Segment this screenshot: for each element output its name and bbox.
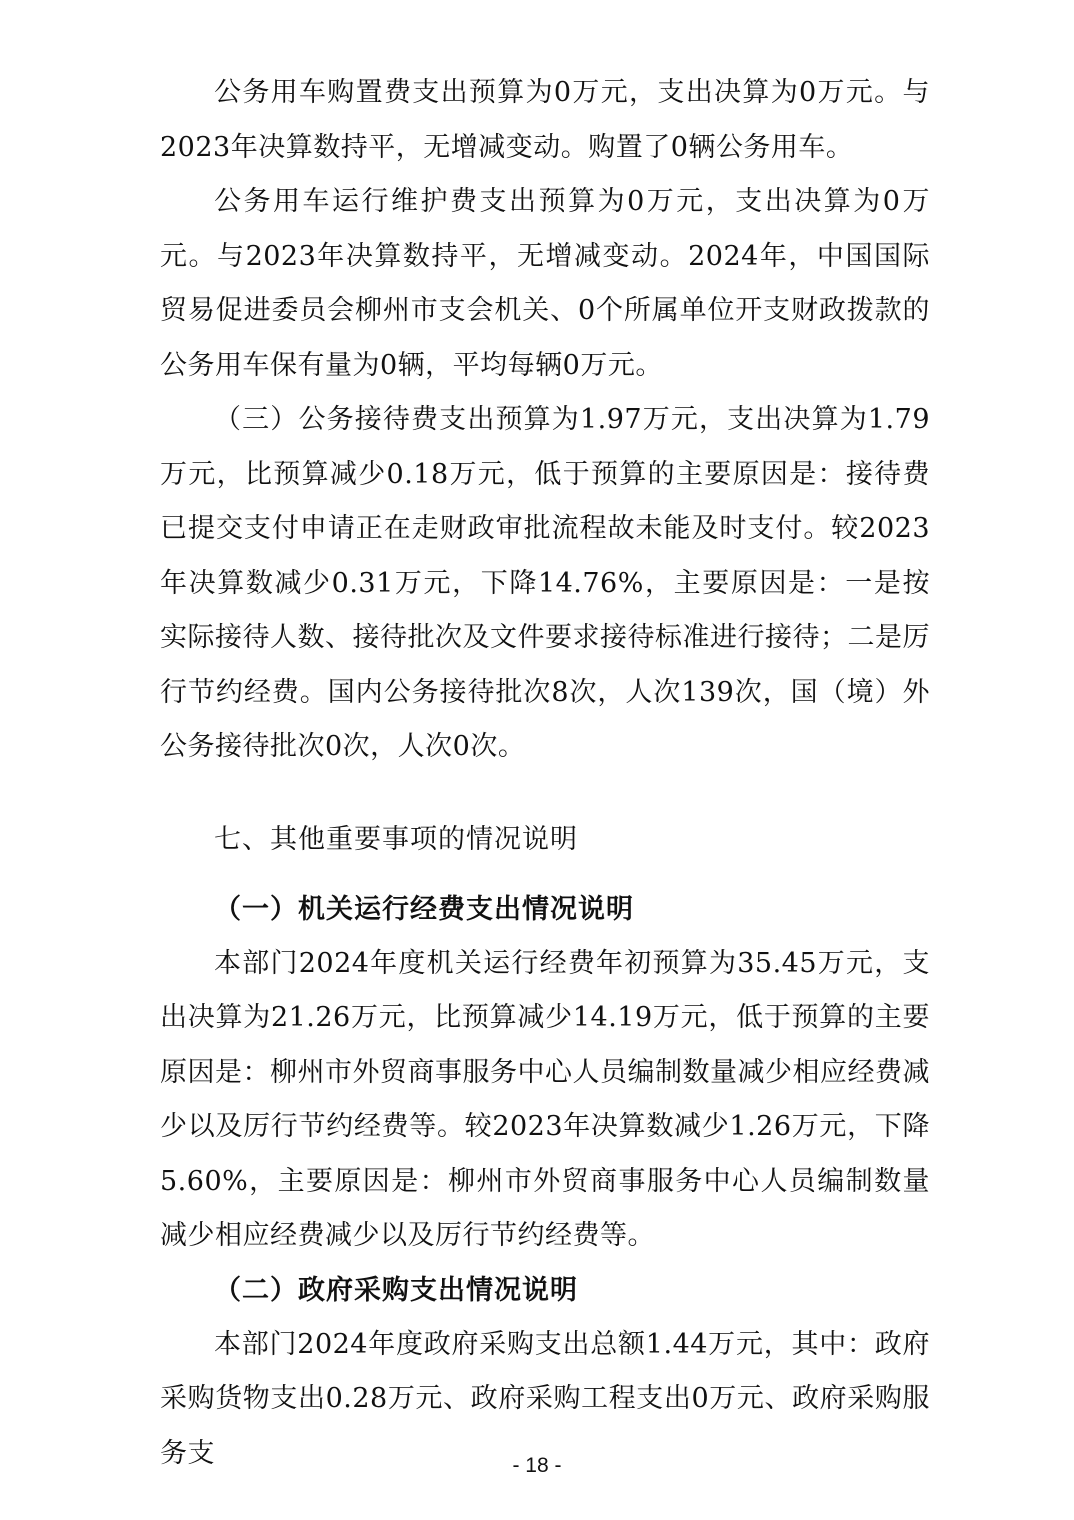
page-number: - 18 -: [512, 1454, 562, 1477]
subsection-title-operating-expense: （一）机关运行经费支出情况说明: [214, 893, 634, 925]
paragraph-operating-expense: 本部门2024年度机关运行经费年初预算为35.45万元，支出决算为21.26万元，比预算减少14.19万元，低于预算的主要原因是：柳州市外贸商事服务中心人员编制数量减少相应经费减少以及厉行节约经费等。较2023年决算数减少1.26万元，下降5.60%，主要原因是：柳州市外贸商事服务中心人员编制数量减少相应经费减少以及厉行节约经费等。: [160, 947, 930, 1251]
subsection-title-procurement: （二）政府采购支出情况说明: [214, 1274, 578, 1306]
paragraph-reception-expense: （三）公务接待费支出预算为1.97万元，支出决算为1.79万元，比预算减少0.18万元，低于预算的主要原因是：接待费已提交支付申请正在走财政审批流程故未能及时支付。较2023年决算数减少0.31万元，下降14.76%，主要原因是：一是按实际接待人数、接待批次及文件要求接待标准进行接待；二是厉行节约经费。国内公务接待批次8次，人次139次，国（境）外公务接待批次0次，人次0次。: [160, 404, 930, 762]
paragraph-vehicle-maintenance: 公务用车运行维护费支出预算为0万元，支出决算为0万元。与2023年决算数持平，无增减变动。2024年，中国国际贸易促进委员会柳州市支会机关、0个所属单位开支财政拨款的公务用车保有量为0辆，平均每辆0万元。: [160, 186, 930, 381]
paragraph-vehicle-purchase: 公务用车购置费支出预算为0万元，支出决算为0万元。与2023年决算数持平，无增减变动。购置了0辆公务用车。: [160, 77, 930, 163]
section-title: 七、其他重要事项的情况说明: [214, 823, 578, 855]
paragraph-procurement: 本部门2024年度政府采购支出总额1.44万元，其中：政府采购货物支出0.28万元、政府采购工程支出0万元、政府采购服务支: [160, 1328, 930, 1469]
document-page: [160, 66, 930, 1481]
